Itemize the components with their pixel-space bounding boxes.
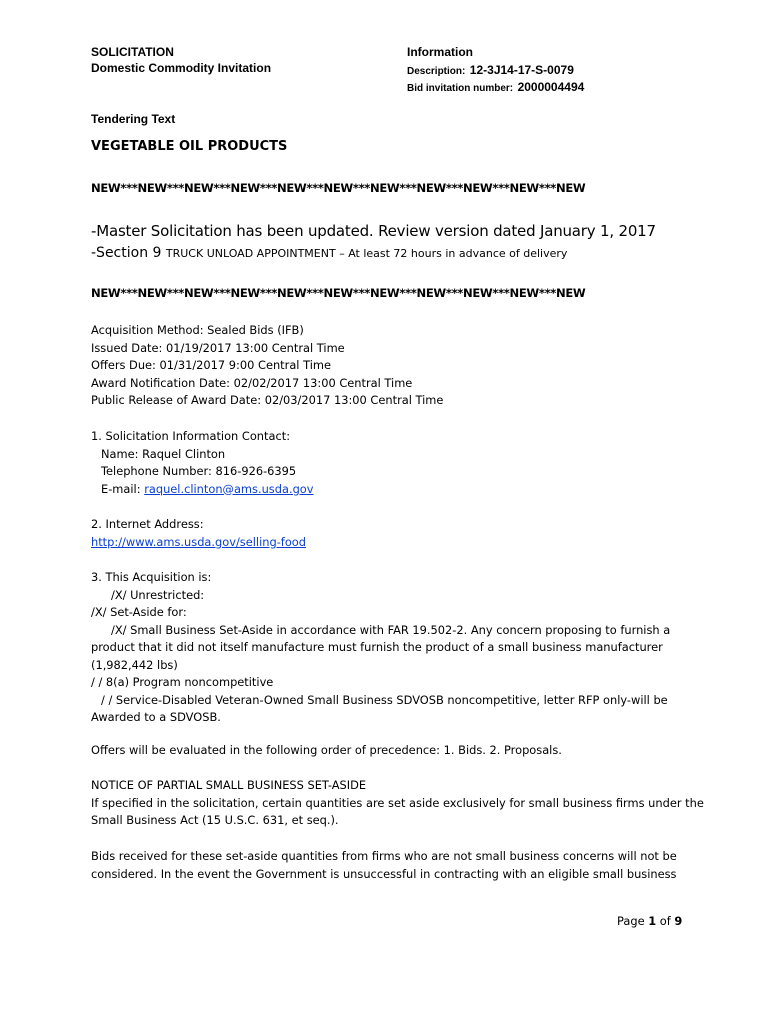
contact-heading: 1. Solicitation Information Contact: [91,429,291,443]
notice-line-2: Small Business Act (15 U.S.C. 631, et seq.). [91,813,339,827]
contact-name: Name: Raquel Clinton [101,446,226,461]
notice-section [91,777,704,830]
bid-number-label: Bid invitation number: [407,83,514,94]
solicitation-subtitle: Domestic Commodity Invitation [91,61,272,75]
bids-line-2: considered. In the event the Government is unsuccessful in contracting with an eligible small business [91,866,677,881]
issued-date: Issued Date: 01/19/2017 13:00 Central Time [91,340,345,355]
bids-section [91,848,677,883]
award-notification-date: Award Notification Date: 02/02/2017 13:00 Central Time [91,375,413,390]
contact-email-link[interactable]: raquel.clinton@ams.usda.gov [144,481,314,496]
description-label: Description: [407,66,466,77]
section9-text: TRUCK UNLOAD APPOINTMENT – At least 72 hours in advance of delivery [165,247,568,260]
page-of-label: of [659,914,671,928]
internet-section [91,516,306,551]
offers-due: Offers Due: 01/31/2017 9:00 Central Time [91,358,331,372]
sdvosb-line-2: Awarded to a SDVOSB. [91,710,221,724]
section9-prefix: -Section 9 [91,245,162,261]
information-title: Information [407,45,473,59]
description-value: 12-3J14-17-S-0079 [469,63,574,77]
page-number-footer [617,913,682,931]
internet-heading: 2. Internet Address: [91,517,204,531]
description-row [407,61,574,79]
new-banner-bottom: NEW***NEW***NEW***NEW***NEW***NEW***NEW***NEW***NEW***NEW***NEW [91,286,586,300]
bids-line-1: Bids received for these set-aside quantities from firms who are not small business concerns will not be [91,849,677,863]
evaluation-text: Offers will be evaluated in the following order of precedence: 1. Bids. 2. Proposals. [91,743,562,757]
contact-email-label: E-mail: [101,481,141,496]
dates-list [91,322,443,410]
page-total: 9 [674,914,683,928]
small-business-line-2: product that it did not itself manufacture must furnish the product of a small business manufacturer [91,640,663,654]
small-business-line-3: (1,982,442 lbs) [91,657,178,672]
contact-phone: Telephone Number: 816-926-6395 [101,464,297,478]
sdvosb-line-1: / / Service-Disabled Veteran-Owned Small Business SDVOSB noncompetitive, letter RFP only-will be [101,692,668,707]
page-current: 1 [648,914,657,928]
program-8a-option: / / 8(a) Program noncompetitive [91,675,274,689]
contact-email-row [91,481,314,499]
small-business-line-1: /X/ Small Business Set-Aside in accordance with FAR 19.502-2. Any concern proposing to furnish a [111,622,671,637]
notice-heading: NOTICE OF PARTIAL SMALL BUSINESS SET-ASIDE [91,778,367,792]
unrestricted-option: /X/ Unrestricted: [111,587,205,602]
page-label: Page [617,914,645,928]
set-aside-option: /X/ Set-Aside for: [91,605,187,619]
acquisition-section [91,569,670,727]
new-banner-top: NEW***NEW***NEW***NEW***NEW***NEW***NEW***NEW***NEW***NEW***NEW [91,181,586,195]
master-update-line: -Master Solicitation has been updated. Review version dated January 1, 2017 [91,222,656,240]
internet-url-link[interactable]: http://www.ams.usda.gov/selling-food [91,534,306,549]
bid-number-row [407,78,584,96]
tendering-text-heading: Tendering Text [91,112,176,126]
acquisition-method: Acquisition Method: Sealed Bids (IFB) [91,323,304,337]
bid-number-value: 2000004494 [517,80,585,94]
notice-line-1: If specified in the solicitation, certain quantities are set aside exclusively for small business firms under the [91,795,704,810]
acquisition-heading: 3. This Acquisition is: [91,570,212,584]
contact-section [91,428,314,498]
solicitation-title: SOLICITATION [91,45,174,59]
section9-line [91,244,567,263]
product-title: VEGETABLE OIL PRODUCTS [91,139,288,154]
public-release-date: Public Release of Award Date: 02/03/2017 13:00 Central Time [91,393,444,407]
